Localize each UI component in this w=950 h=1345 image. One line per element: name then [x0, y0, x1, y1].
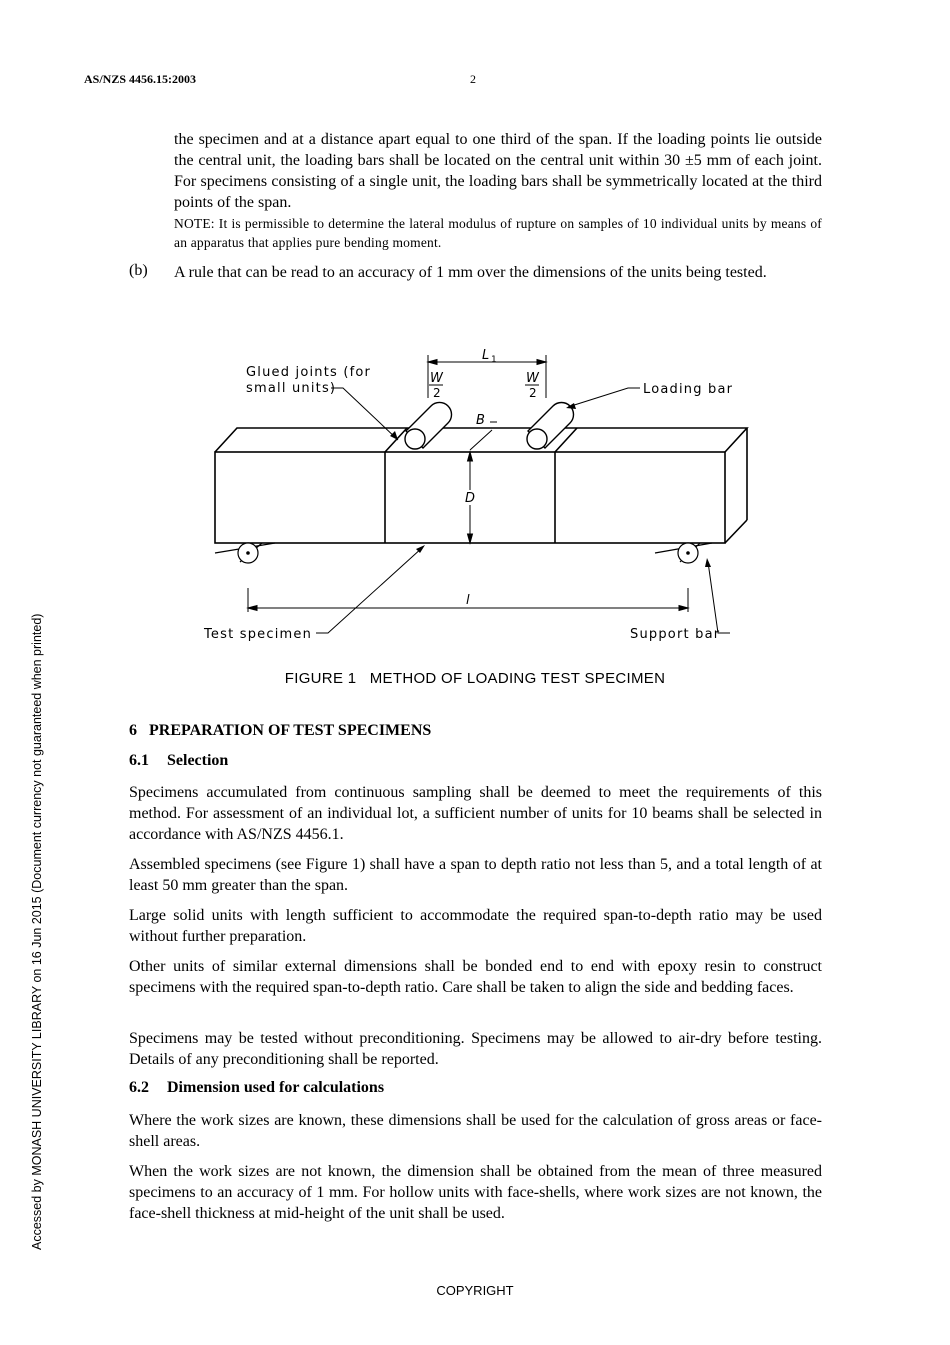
label-two-left: 2	[433, 386, 441, 400]
paragraph: Other units of similar external dimensions shall be bonded end to end with epoxy resin to construct specimens with the required span-to-depth ratio. Care shall be taken to align the side and bedding faces.	[129, 958, 822, 996]
subsection-6-1-heading	[129, 752, 228, 770]
label-two-right: 2	[529, 386, 537, 400]
label-d: D	[465, 491, 476, 506]
subsection-number: 6.2	[129, 1079, 149, 1096]
label-w-right: W	[526, 371, 539, 386]
subsection-6-2-heading	[129, 1079, 384, 1097]
paragraph: Specimens may be tested without preconditioning. Specimens may be allowed to air-dry before testing. Details of any preconditioning shall be reported.	[129, 1030, 822, 1068]
leader-test-specimen	[316, 547, 423, 633]
label-l1-subscript: 1	[491, 355, 497, 365]
footer-copyright: COPYRIGHT	[436, 1283, 514, 1298]
subsection-title: Selection	[167, 752, 229, 769]
figure-caption: FIGURE 1 METHOD OF LOADING TEST SPECIMEN	[284, 670, 666, 687]
support-bar-left	[215, 543, 275, 563]
loading-bar-left	[405, 402, 452, 449]
paragraph: Large solid units with length sufficient to accommodate the required span-to-depth ratio may be used without further preparation.	[129, 907, 822, 945]
leader-support-bar	[708, 562, 730, 633]
label-glued-joints-line2: small units)	[246, 381, 337, 396]
label-l1: L	[482, 348, 490, 363]
subsection-number: 6.1	[129, 752, 149, 769]
leader-glued-joints	[331, 388, 398, 440]
label-support-bar: Support bar	[630, 627, 721, 642]
paragraph: Assembled specimens (see Figure 1) shall have a span to depth ratio not less than 5, and a total length of at least 50 mm greater than the span.	[129, 856, 822, 894]
item-b-label: (b)	[129, 262, 148, 279]
label-w-left: W	[430, 371, 443, 386]
paragraph: When the work sizes are not known, the dimension shall be obtained from the mean of three measured specimens to an accuracy of 1 mm. For hollow units with face-shells, where work sizes are not known, the face-shell thickness at mid-height of the unit shall be used.	[129, 1163, 822, 1222]
access-watermark: Accessed by MONASH UNIVERSITY LIBRARY on 16 Jun 2015 (Document currency not guaranteed when printed)	[30, 613, 44, 1250]
subsection-title: Dimension used for calculations	[167, 1079, 385, 1096]
leader-loading-bar	[568, 388, 640, 407]
item-b-text: A rule that can be read to an accuracy of 1 mm over the dimensions of the units being tested.	[174, 264, 767, 281]
paragraph: Where the work sizes are known, these dimensions shall be used for the calculation of gross areas or face-shell areas.	[129, 1112, 822, 1150]
label-b: B	[476, 413, 485, 428]
label-loading-bar: Loading bar	[643, 382, 734, 397]
figure-loading-diagram	[0, 340, 950, 650]
intro-continuation: the specimen and at a distance apart equal to one third of the span. If the loading points lie outside the central unit, the loading bars shall be located on the central unit within 30 ±5 mm of each joint. For specimens consisting of a single unit, the loading bars shall be symmetrically located at the third points of the span.	[174, 131, 822, 211]
label-glued-joints-line1: Glued joints (for	[246, 365, 372, 380]
label-test-specimen: Test specimen	[204, 627, 313, 642]
section-heading: 6 PREPARATION OF TEST SPECIMENS	[129, 722, 432, 739]
intro-note: NOTE: It is permissible to determine the lateral modulus of rupture on samples of 10 individual units by means of an apparatus that applies pure bending moment.	[174, 216, 822, 250]
loading-bar-right	[527, 402, 574, 449]
page-number: 2	[470, 72, 476, 86]
support-bar-right	[655, 543, 712, 563]
paragraph: Specimens accumulated from continuous sampling shall be deemed to meet the requirements of this method. For assessment of an individual lot, a sufficient number of units for 10 beams shall be selected in accordance with AS/NZS 4456.1.	[129, 784, 822, 843]
header-standard: AS/NZS 4456.15:2003	[84, 72, 197, 86]
label-span-l: l	[466, 593, 470, 608]
